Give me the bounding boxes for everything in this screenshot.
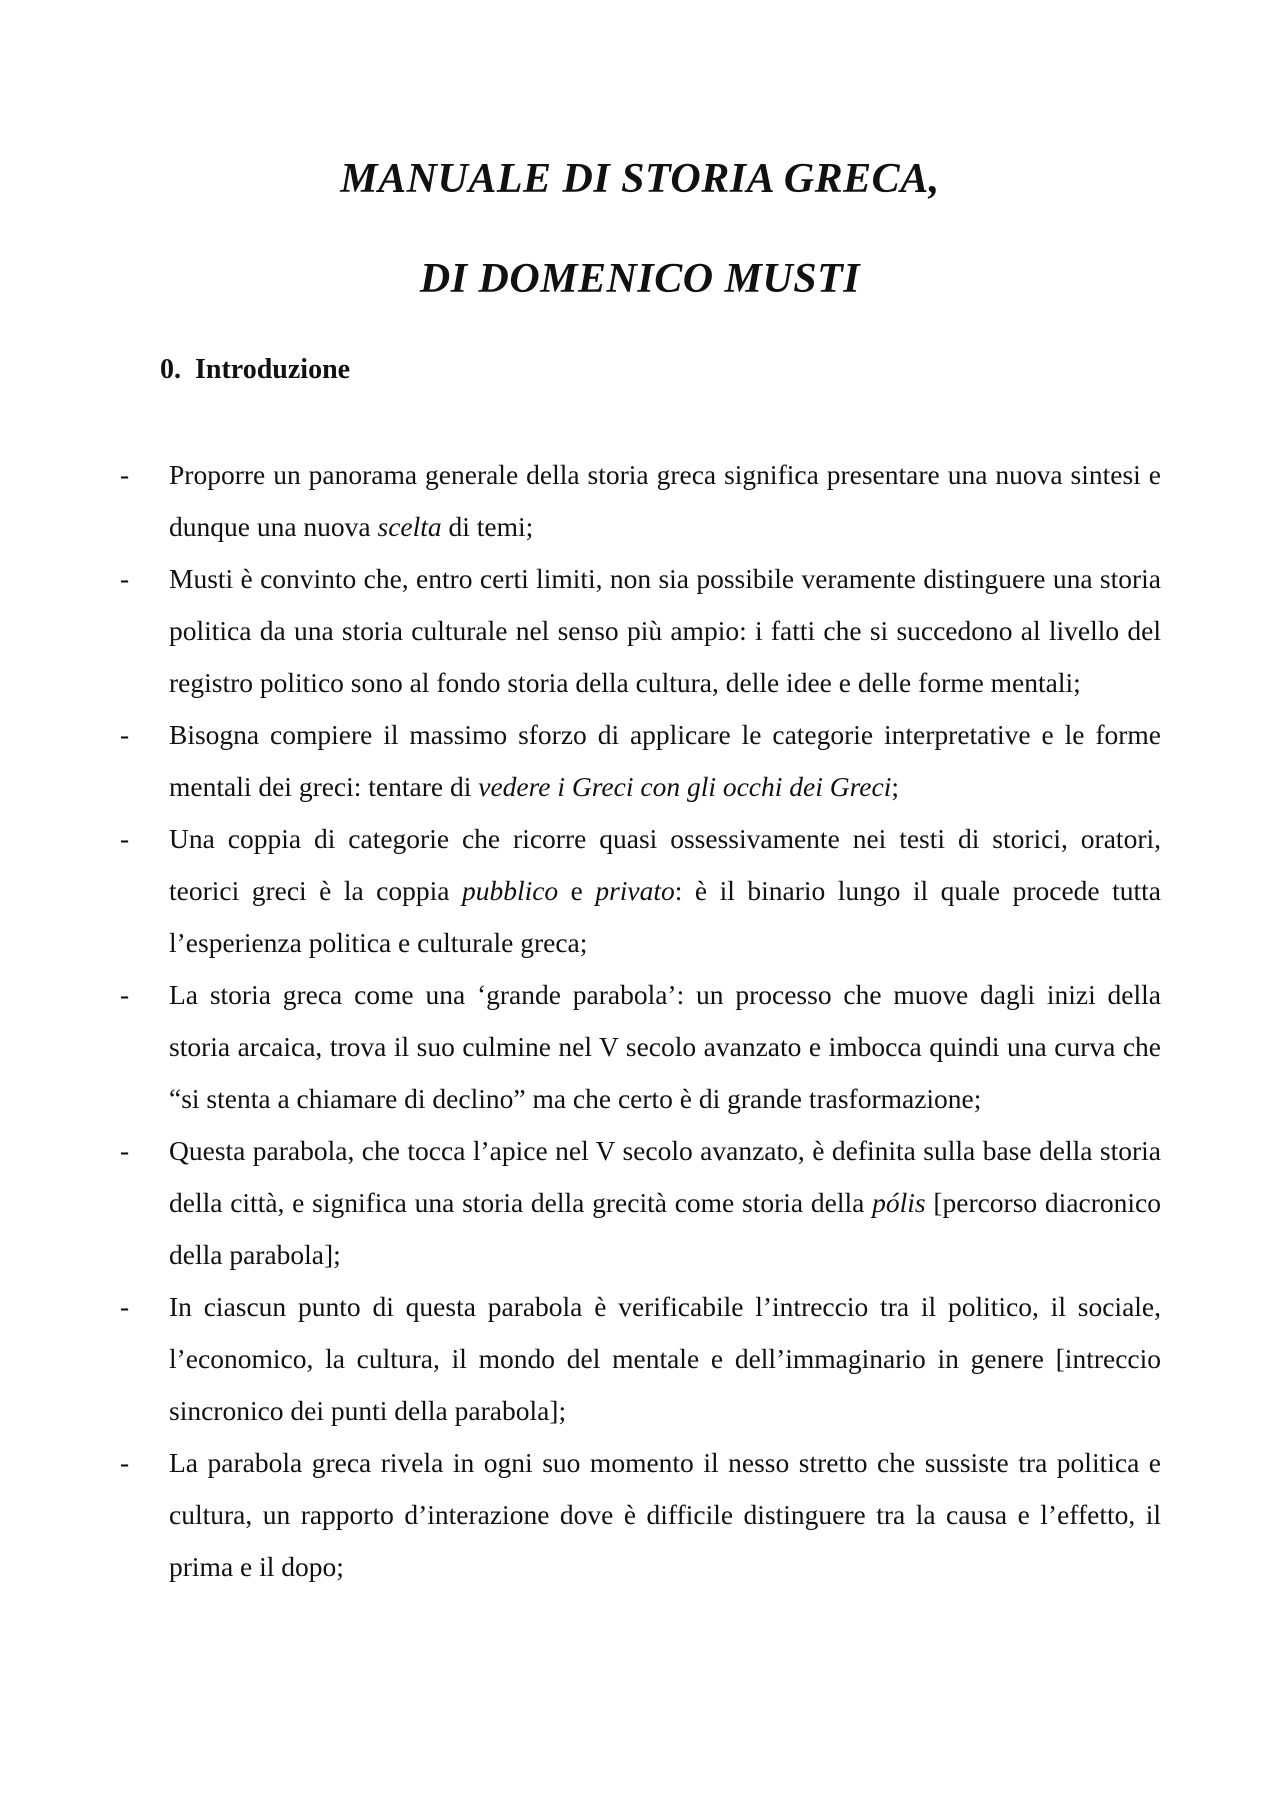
bullet-item: [0, 813, 1161, 969]
bullet-text: e: [558, 875, 596, 906]
bullet-item: [0, 449, 1161, 553]
bullet-text: ;: [891, 771, 899, 802]
bullet-text: Bisogna compiere il massimo sforzo di applicare le categorie interpretative e le forme mentali dei greci: tentare di: [169, 719, 1161, 802]
bullet-list: [0, 449, 1280, 1593]
bullet-marker: -: [120, 1447, 130, 1478]
bullet-item: [0, 709, 1161, 813]
bullet-emphasis: scelta: [377, 511, 442, 542]
bullet-item: [0, 553, 1161, 709]
bullet-emphasis: pubblico: [461, 875, 559, 906]
bullet-item: [0, 969, 1161, 1125]
bullet-text: Questa parabola, che tocca l’apice nel V secolo avanzato, è definita sulla base della storia della città, e significa una storia della grecità come storia della: [169, 1135, 1161, 1218]
bullet-text: di temi;: [441, 511, 534, 542]
section-heading: [160, 356, 350, 384]
bullet-marker: -: [120, 563, 130, 594]
bullet-marker: -: [120, 823, 130, 854]
bullet-marker: -: [120, 719, 130, 750]
bullet-text: Una coppia di categorie che ricorre quasi ossessivamente nei testi di storici, oratori, teorici greci è la coppia: [169, 823, 1161, 906]
bullet-text: Proporre un panorama generale della storia greca significa presentare una nuova sintesi e dunque una nuova: [169, 459, 1161, 542]
section-title: Introduzione: [195, 354, 351, 385]
bullet-text: In ciascun punto di questa parabola è verificabile l’intreccio tra il politico, il sociale, l’economico, la cultura, il mondo del mentale e dell’immaginario in genere [intreccio sincronico dei punti della parabola];: [169, 1291, 1161, 1426]
bullet-item: [0, 1125, 1161, 1281]
bullet-marker: -: [120, 1291, 130, 1322]
bullet-marker: -: [120, 979, 130, 1010]
bullet-text: Musti è convinto che, entro certi limiti, non sia possibile veramente distinguere una storia politica da una storia culturale nel senso più ampio: i fatti che si succedono al livello del registro politico sono al fondo storia della cultura, delle idee e delle forme mentali;: [169, 563, 1161, 698]
document-title-line-2: DI DOMENICO MUSTI: [419, 256, 861, 302]
bullet-text: La storia greca come una ‘grande parabola’: un processo che muove dagli inizi della storia arcaica, trova il suo culmine nel V secolo avanzato e imbocca quindi una curva che “si stenta a chiamare di declino” ma che certo è di grande trasformazione;: [169, 979, 1161, 1114]
bullet-text: [percorso diacronico della parabola];: [169, 1187, 1161, 1270]
section-number: 0.: [160, 354, 181, 385]
bullet-emphasis: privato: [595, 875, 675, 906]
bullet-text: La parabola greca rivela in ogni suo momento il nesso stretto che sussiste tra politica e cultura, un rapporto d’interazione dove è difficile distinguere tra la causa e l’effetto, il prima e il dopo;: [169, 1447, 1161, 1582]
bullet-text: : è il binario lungo il quale procede tutta l’esperienza politica e culturale greca;: [169, 875, 1161, 958]
document-title-line-1: MANUALE DI STORIA GRECA,: [340, 156, 940, 202]
bullet-emphasis: vedere i Greci con gli occhi dei Greci: [478, 771, 892, 802]
bullet-marker: -: [120, 1135, 130, 1166]
bullet-item: [0, 1281, 1161, 1437]
bullet-emphasis: pólis: [872, 1187, 926, 1218]
bullet-marker: -: [120, 459, 130, 490]
bullet-item: [0, 1437, 1161, 1593]
